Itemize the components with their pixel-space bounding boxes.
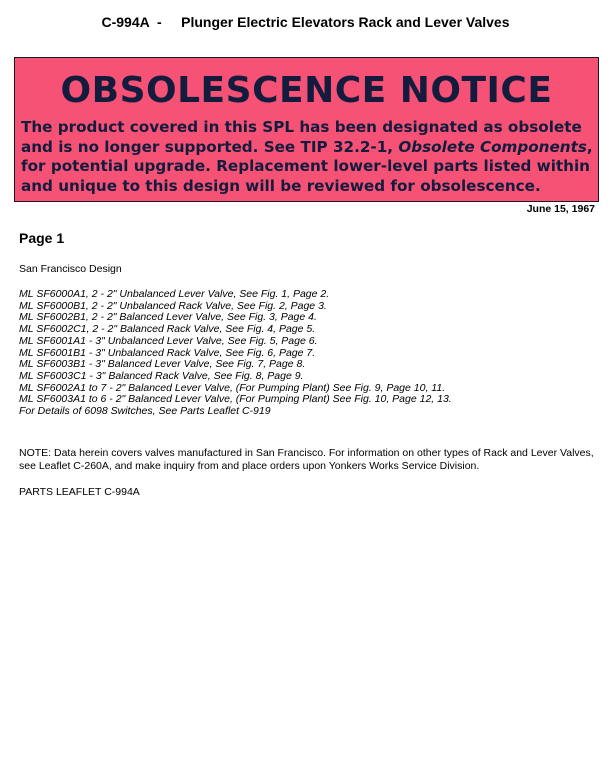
document-title: Plunger Electric Elevators Rack and Lever Valves <box>181 14 510 30</box>
document-date: June 15, 1967 <box>526 203 595 215</box>
parts-leaflet-label: PARTS LEAFLET C-994A <box>19 486 140 498</box>
header-separator: - <box>156 14 162 30</box>
notice-body-text: The product covered in this SPL has been designated as obsolete and is no longer supported. See TIP 32.2-1, <box>21 118 582 156</box>
notice-title: OBSOLESCENCE NOTICE <box>60 70 553 111</box>
page-heading: Page 1 <box>19 230 65 246</box>
design-label: San Francisco Design <box>19 263 122 275</box>
notice-body-text-end: , for potential upgrade. Replacement lower-level parts listed within and unique to this design will be reviewed for obsolescence. <box>21 137 593 195</box>
model-item: ML SF6003A1 to 6 - 2" Balanced Lever Valve, (For Pumping Plant) See Fig. 10, Page 12, 13. <box>19 393 452 406</box>
model-item: ML SF6001A1 - 3" Unbalanced Lever Valve, See Fig. 5, Page 6. <box>19 334 318 347</box>
model-item: ML SF6002C1, 2 - 2" Balanced Rack Valve, See Fig. 4, Page 5. <box>19 323 316 336</box>
obsolescence-notice-banner <box>14 57 599 202</box>
model-item: ML SF6000A1, 2 - 2" Unbalanced Lever Valve, See Fig. 1, Page 2. <box>19 288 330 300</box>
model-item: ML SF6002B1, 2 - 2" Balanced Lever Valve, See Fig. 3, Page 4. <box>19 311 317 324</box>
model-item: ML SF6003C1 - 3" Balanced Rack Valve, See Fig. 8, Page 9. <box>19 369 304 382</box>
model-item: For Details of 6098 Switches, See Parts Leaflet C-919 <box>19 405 271 418</box>
notice-body <box>21 118 595 196</box>
model-list <box>19 289 452 418</box>
document-code: C-994A <box>101 14 150 30</box>
model-item: ML SF6002A1 to 7 - 2" Balanced Lever Valve, (For Pumping Plant) See Fig. 9, Page 10, 11. <box>19 381 446 394</box>
note-paragraph: NOTE: Data herein covers valves manufactured in San Francisco. For information on other types of Rack and Lever Valves, see Leaflet C-260A, and make inquiry from and place orders upon Yonkers Works Service Division. <box>19 447 594 473</box>
notice-body-reference: Obsolete Components <box>398 137 587 156</box>
document-header <box>0 14 611 30</box>
model-item: ML SF6000B1, 2 - 2" Unbalanced Rack Valve, See Fig. 2, Page 3. <box>19 299 327 312</box>
model-item: ML SF6003B1 - 3" Balanced Lever Valve, See Fig. 7, Page 8. <box>19 358 306 371</box>
model-item: ML SF6001B1 - 3" Unbalanced Rack Valve, See Fig. 6, Page 7. <box>19 346 316 359</box>
